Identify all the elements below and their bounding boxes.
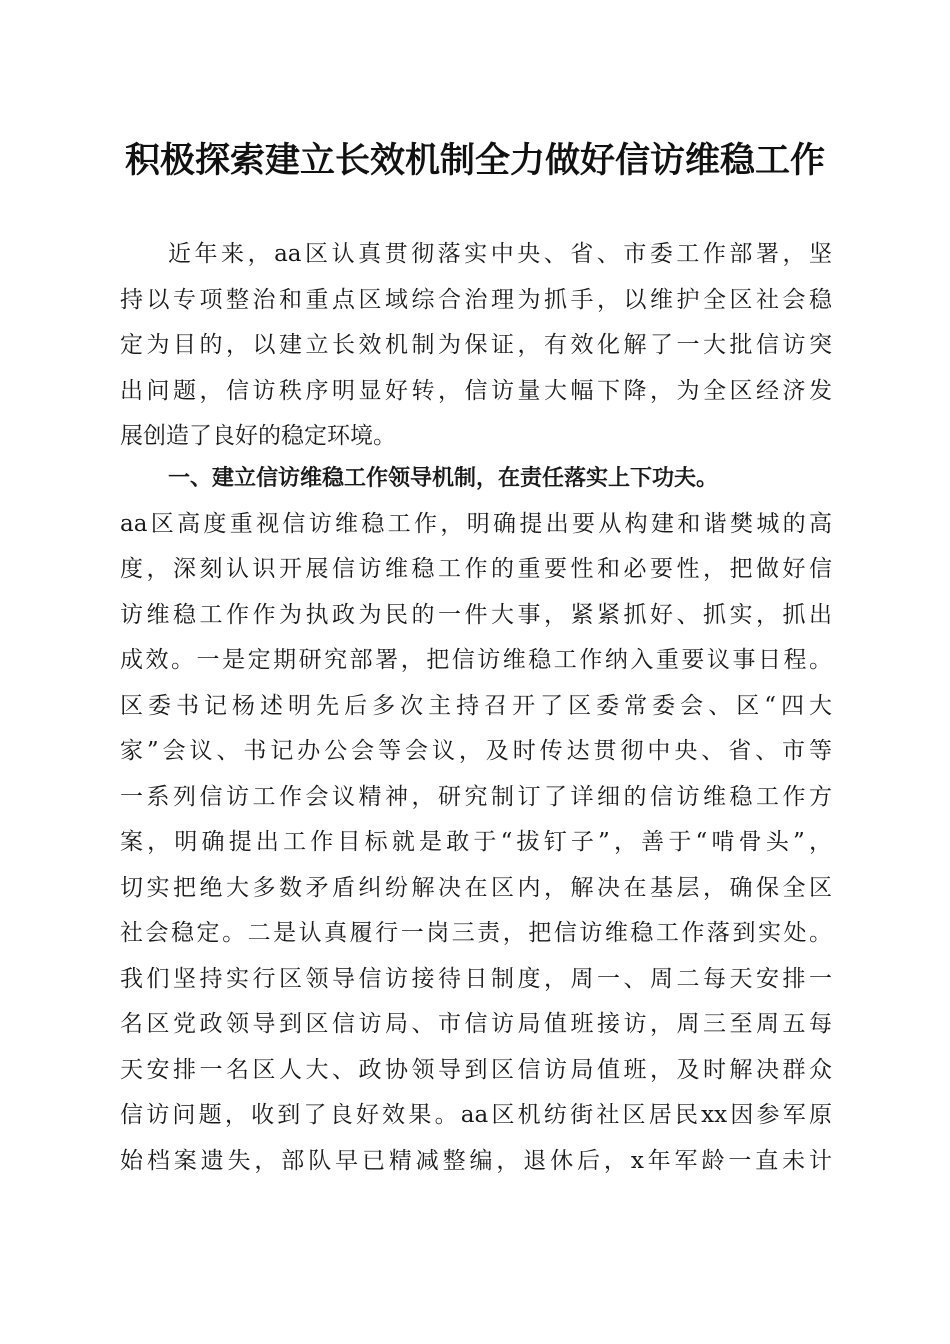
intro-paragraph	[120, 232, 832, 460]
document-title: 积极探索建立长效机制全力做好信访维稳工作	[124, 140, 825, 181]
text-line: 信访问题，收到了良好效果。aa区机纺街社区居民xx因参军原	[120, 1102, 832, 1128]
text-line: 出问题，信访秩序明显好转，信访量大幅下降，为全区经济发	[120, 377, 832, 404]
text-line: 持以专项整治和重点区域综合治理为抓手，以维护全区社会稳	[120, 286, 832, 313]
section-heading: 一、建立信访维稳工作领导机制，在责任落实上下功夫。	[168, 466, 719, 491]
text-line: 访维稳工作作为执政为民的一件大事，紧紧抓好、抓实，抓出	[120, 601, 832, 628]
section-1-paragraph	[120, 456, 832, 1184]
text-line: aa区高度重视信访维稳工作，明确提出要从构建和谐樊城的高	[120, 510, 832, 537]
text-line: 家”会议、书记办公会等会议，及时传达贯彻中央、省、市等	[120, 738, 832, 764]
text-line: 近年来，aa区认真贯彻落实中央、省、市委工作部署，坚	[168, 241, 832, 267]
text-line: 成效。一是定期研究部署，把信访维稳工作纳入重要议事日程。	[120, 647, 832, 673]
text-line: 名区党政领导到区信访局、市信访局值班接访，周三至周五每	[120, 1011, 832, 1037]
text-line: 区委书记杨述明先后多次主持召开了区委常委会、区“四大	[120, 692, 832, 719]
text-line: 我们坚持实行区领导信访接待日制度，周一、周二每天安排一	[120, 965, 832, 992]
text-line: 始档案遗失，部队早已精减整编，退休后，x年军龄一直未计	[120, 1147, 832, 1174]
text-line: 一系列信访工作会议精神，研究制订了详细的信访维稳工作方	[120, 783, 832, 810]
text-line: 社会稳定。二是认真履行一岗三责，把信访维稳工作落到实处。	[120, 920, 832, 946]
text-line: 度，深刻认识开展信访维稳工作的重要性和必要性，把做好信	[120, 556, 832, 582]
text-line: 切实把绝大多数矛盾纠纷解决在区内，解决在基层，确保全区	[120, 874, 832, 901]
text-line: 定为目的，以建立长效机制为保证，有效化解了一大批信访突	[120, 332, 832, 358]
text-line: 案，明确提出工作目标就是敢于“拔钉子”，善于“啃骨头”，	[120, 829, 832, 855]
text-line: 展创造了良好的稳定环境。	[120, 423, 396, 449]
text-line: 天安排一名区人大、政协领导到区信访局值班，及时解决群众	[120, 1056, 832, 1083]
